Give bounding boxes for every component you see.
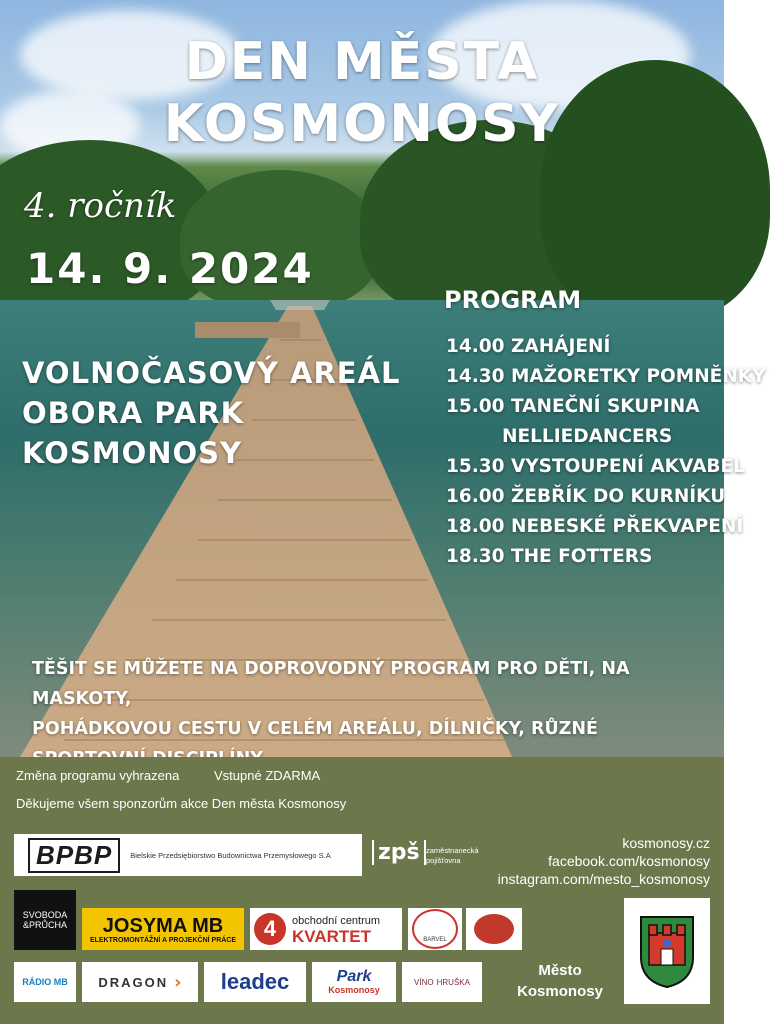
sponsor-logo-barvel: [408, 908, 462, 950]
city-line2: Kosmonosy: [517, 983, 603, 1000]
hruska-text: HRUŠKA: [436, 977, 470, 987]
extra-line1: TĚŠIT SE MŮŽETE NA DOPROVODNÝ PROGRAM PRO DĚTI, NA MASKOTY,: [32, 659, 630, 709]
sponsor-logo-svoboda-prucha: [14, 890, 76, 950]
sponsor-logo-vino-hruska: [402, 962, 482, 1002]
sponsor-logo-mascot: [466, 908, 522, 950]
sponsor-logo-josyma: [82, 908, 244, 950]
zps-mark: zpš: [372, 840, 426, 865]
vino-text: VÍNO: [414, 977, 434, 987]
program-item: 18.30 THE FOTTERS: [446, 546, 653, 567]
web-links: [498, 834, 710, 888]
park-sub-text: Kosmonosy: [328, 985, 380, 995]
sponsor-logo-radio-mb: [14, 962, 76, 1002]
program-change-notice: Změna programu vyhrazena: [16, 768, 180, 783]
program-item: 18.00 NEBESKÉ PŘEKVAPENÍ: [446, 516, 744, 537]
poster-title-line1: DEN MĚSTA: [184, 32, 540, 92]
sponsor-logo-leadec: [204, 962, 306, 1002]
poster-title-line2: KOSMONOSY: [163, 94, 561, 154]
program-list: [446, 332, 766, 572]
kvartet-top: obchodní centrum: [292, 915, 381, 927]
dragon-chevron-icon: ›: [174, 971, 182, 993]
park-text: Park: [336, 968, 372, 985]
facebook-link[interactable]: facebook.com/kosmonosy: [548, 853, 710, 869]
event-date: 14. 9. 2024: [26, 244, 314, 293]
sponsor-logo-bpbp: [14, 834, 362, 876]
venue-line1: VOLNOČASOVÝ AREÁL: [22, 356, 401, 390]
instagram-link[interactable]: instagram.com/mesto_kosmonosy: [497, 871, 710, 887]
kvartet-main: KVARTET: [292, 927, 372, 946]
city-name: [512, 960, 608, 1002]
sponsor-thanks: Děkujeme všem sponzorům akce Den města Kosmonosy: [16, 796, 347, 811]
sponsor-logo-dragon: [82, 962, 198, 1002]
kvartet-number-badge: 4: [254, 913, 286, 945]
venue-line3: KOSMONOSY: [22, 436, 243, 470]
program-item-continuation: NELLIEDANCERS: [502, 426, 673, 447]
program-item: 16.00 ŽEBŘÍK DO KURNÍKU: [446, 486, 726, 507]
zps-text1: zaměstnanecká: [426, 846, 479, 855]
city-crest: [624, 898, 710, 1004]
prucha-text: &PRŮCHA: [22, 920, 67, 930]
sponsor-logo-kvartet: [250, 908, 402, 950]
extra-line2: POHÁDKOVOU CESTU V CELÉM AREÁLU, DÍLNIČKY, RŮZNÉ: [32, 719, 598, 739]
free-entry-notice: Vstupné ZDARMA: [214, 768, 321, 783]
sponsor-logo-park-kosmonosy: [312, 962, 396, 1002]
svoboda-text: SVOBODA: [22, 910, 68, 920]
program-item: 15.30 VYSTOUPENÍ AKVABEL: [446, 456, 745, 477]
website-link[interactable]: kosmonosy.cz: [622, 835, 710, 851]
zps-text2: pojišťovna: [426, 856, 461, 865]
josyma-main: JOSYMA MB: [102, 914, 224, 937]
bpbp-text: Bielskie Przedsiębiorstwo Budownictwa Przemysłowego S.A: [130, 850, 331, 860]
leadec-text: leadec: [220, 969, 290, 994]
sponsor-logo-zps: [368, 834, 488, 878]
barvel-emblem: [412, 909, 458, 949]
bpbp-mark: BPBP: [28, 838, 120, 873]
radio-mb-text: RÁDIO MB: [22, 977, 68, 987]
barvel-text: BARVEL: [423, 937, 447, 943]
dragon-text: DRAGON: [98, 974, 169, 990]
mascot-emblem-icon: [474, 914, 514, 944]
program-item: 15.00 TANEČNÍ SKUPINA: [446, 396, 700, 417]
kvartet-text: [292, 914, 380, 944]
program-heading: PROGRAM: [444, 286, 582, 314]
josyma-sub: ELEKTROMONTÁŽNÍ A PROJEKČNÍ PRÁCE: [89, 936, 237, 944]
venue-line2: OBORA PARK: [22, 396, 245, 430]
city-line1: Město: [538, 962, 582, 979]
program-item: 14.00 ZAHÁJENÍ: [446, 336, 611, 357]
edition-label: 4. ročník: [24, 186, 177, 226]
program-item: 14.30 MAŽORETKY POMNĚNKY: [446, 366, 766, 387]
kosmonosy-crest-icon: [637, 913, 697, 989]
